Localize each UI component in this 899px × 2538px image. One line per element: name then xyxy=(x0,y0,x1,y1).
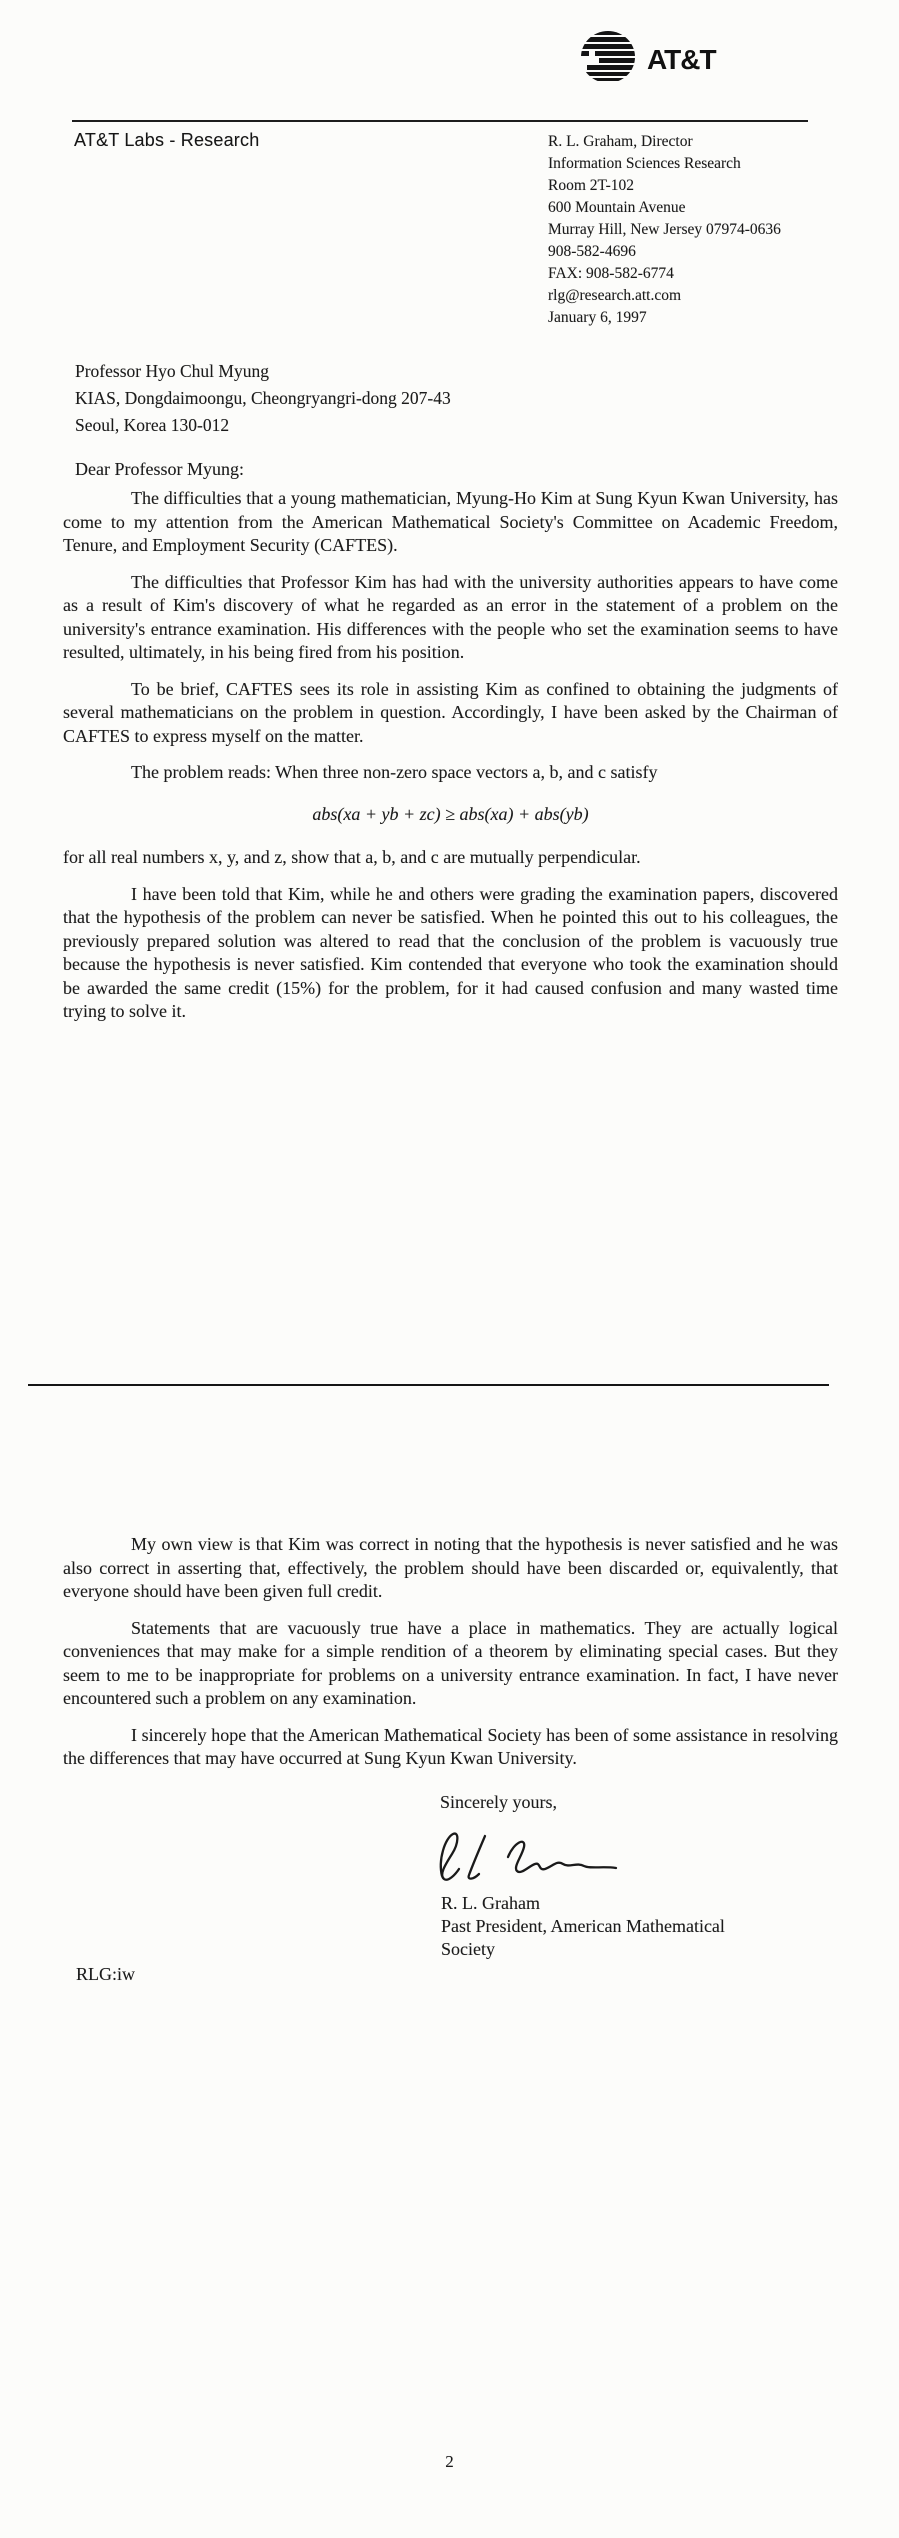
page-number: 2 xyxy=(445,2452,454,2471)
sender-line: Murray Hill, New Jersey 07974-0636 xyxy=(548,221,781,238)
sender-line: FAX: 908-582-6774 xyxy=(548,265,674,282)
math-formula: abs(xa + yb + zc) ≥ abs(xa) + abs(yb) xyxy=(312,803,589,824)
letter-body-bottom xyxy=(63,1533,838,1784)
signer-title: Society xyxy=(441,1939,495,1959)
recipient-line: Professor Hyo Chul Myung xyxy=(75,361,269,381)
recipient-line: Seoul, Korea 130-012 xyxy=(75,415,230,435)
sender-line: R. L. Graham, Director xyxy=(548,133,693,150)
paragraph: The problem reads: When three non-zero space vectors a, b, and c satisfy xyxy=(131,762,658,782)
sender-line: 908-582-4696 xyxy=(548,243,636,260)
sender-line: 600 Mountain Avenue xyxy=(548,199,686,216)
letterhead-rule xyxy=(72,120,808,122)
scan-page-divider xyxy=(28,1384,829,1386)
sender-email: rlg@research.att.com xyxy=(548,287,682,304)
paragraph: for all real numbers x, y, and z, show that a, b, and c are mutually perpendicular. xyxy=(63,847,641,867)
att-brand-text: AT&T xyxy=(647,43,716,75)
paragraph: Statements that are vacuously true have a place in mathematics. They are actually logical conveniences that may make for a simple rendition of a theorem by eliminating special cases. But they seem to me to be inappropriate for problems on a university entrance examination. In fact, I have never encountered such a problem on any examination. xyxy=(63,1617,838,1708)
letter-date: January 6, 1997 xyxy=(548,309,647,326)
recipient-line: KIAS, Dongdaimoongu, Cheongryangri-dong 207-43 xyxy=(75,388,451,408)
letter-body-top xyxy=(63,487,838,1037)
paragraph: The difficulties that Professor Kim has had with the university authorities appears to have come as a result of Kim's discovery of what he regarded as an error in the statement of a problem on the university's entrance examination. His differences with the people who set the examination seems to have resulted, ultimately, in his being fired from his position. xyxy=(63,571,838,662)
sender-block xyxy=(548,131,781,307)
handwritten-signature xyxy=(428,1822,623,1899)
valediction: Sincerely yours, xyxy=(440,1792,557,1812)
signer-title: Past President, American Mathematical xyxy=(441,1916,725,1936)
signer-name: R. L. Graham xyxy=(441,1893,540,1913)
att-logo xyxy=(580,30,716,89)
att-globe-icon xyxy=(580,30,636,89)
paragraph: The difficulties that a young mathematician, Myung-Ho Kim at Sung Kyun Kwan University, has come to my attention from the American Mathematical Society's Committee on Academic Freedom, Tenure, and Employment Security (CAFTES). xyxy=(63,488,838,555)
salutation: Dear Professor Myung: xyxy=(75,459,244,479)
paragraph: To be brief, CAFTES sees its role in assisting Kim as confined to obtaining the judgments of several mathematicians on the problem in question. Accordingly, I have been asked by the Chairman of CAFTES to express myself on the matter. xyxy=(63,678,838,746)
recipient-block xyxy=(75,358,451,439)
division-name: AT&T Labs - Research xyxy=(74,130,260,150)
signature-block xyxy=(441,1892,725,1961)
paragraph: I sincerely hope that the American Mathematical Society has been of some assistance in resolving the differences that may have occurred at Sung Kyun Kwan University. xyxy=(63,1724,838,1768)
paragraph: I have been told that Kim, while he and others were grading the examination papers, discovered that the hypothesis of the problem can never be satisfied. When he pointed this out to his colleagues, the previously prepared solution was altered to read that the conclusion of the problem is vacuously true because the hypothesis is never satisfied. Kim contended that everyone who took the examination should be awarded the same credit (15%) for the problem, for it had caused confusion and many wasted time trying to solve it. xyxy=(63,883,838,1021)
paragraph: My own view is that Kim was correct in noting that the hypothesis is never satisfied and he was also correct in asserting that, effectively, the problem should have been discarded or, equivalently, that everyone should have been given full credit. xyxy=(63,1534,838,1601)
typist-reference: RLG:iw xyxy=(76,1964,136,1984)
sender-line: Information Sciences Research xyxy=(548,155,741,172)
sender-line: Room 2T-102 xyxy=(548,177,634,194)
